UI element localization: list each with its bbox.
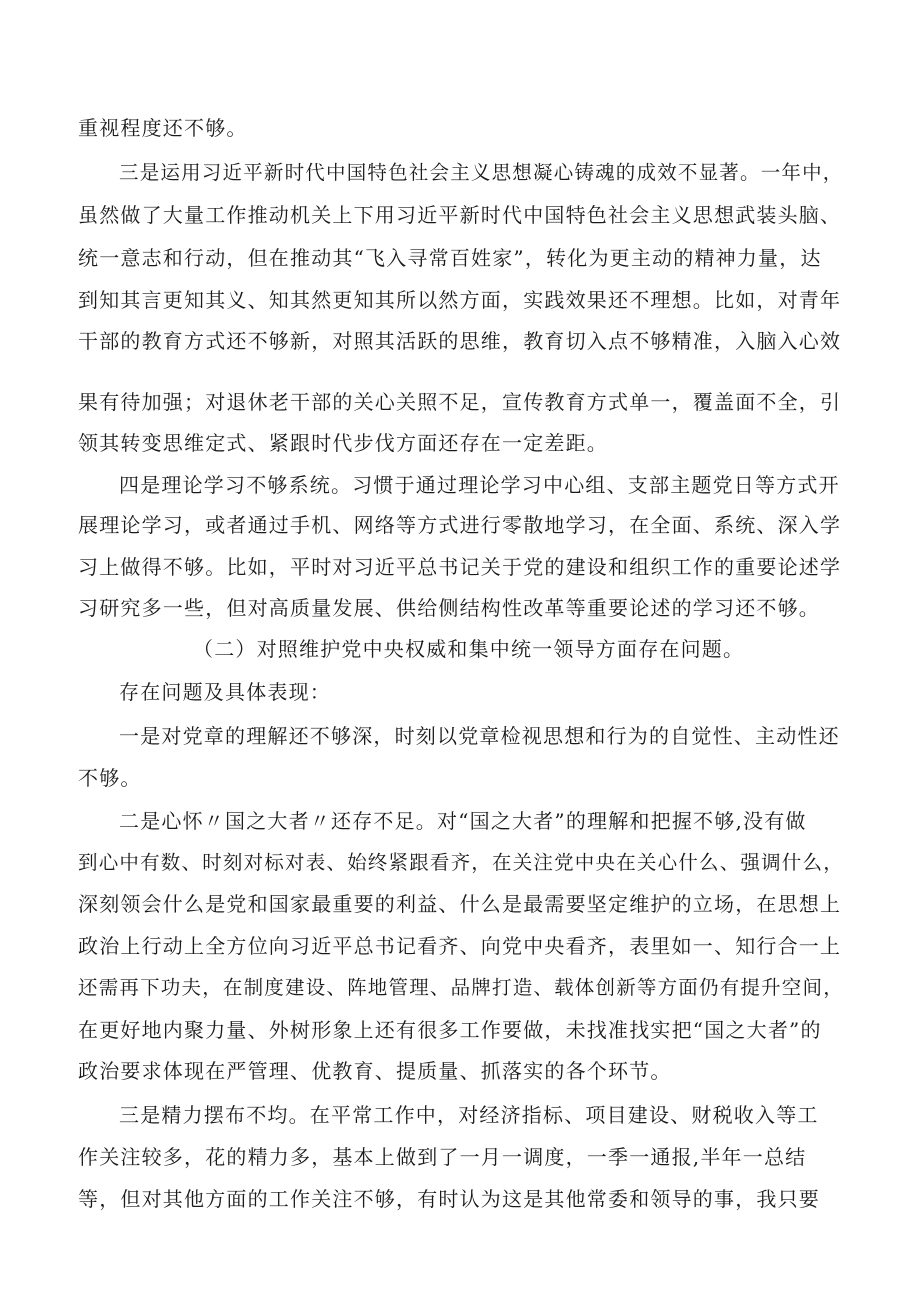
text-line: 存在问题及具体表现：: [119, 680, 331, 704]
text-line: 到知其言更知其义、知其然更知其所以然方面，实践效果还不理想。比如，对青年: [78, 288, 842, 312]
text-line: 政治上行动上全方位向习近平总书记看齐、向党中央看齐，表里如一、知行合一上: [78, 934, 842, 958]
section-heading: （二）对照维护党中央权威和集中统一领导方面存在问题。: [193, 637, 745, 661]
text-line: 在更好地内聚力量、外树形象上还有很多工作要做，未找准找实把“国之大者”的: [78, 1018, 822, 1042]
text-line: 果有待加强；对退休老干部的关心关照不足，宣传教育方式单一，覆盖面不全，引: [78, 390, 842, 414]
text-line: 三是精力摆布不均。在平常工作中，对经济指标、项目建设、财税收入等工: [119, 1103, 819, 1127]
text-line: 还需再下功夫，在制度建设、阵地管理、品牌打造、载体创新等方面仍有提升空间，: [78, 976, 844, 999]
text-line: 领其转变思维定式、紧跟时代步伐方面还存在一定差距。: [78, 431, 608, 455]
text-line: 三是运用习近平新时代中国特色社会主义思想凝心铸魂的成效不显著。一年中，: [119, 161, 844, 184]
text-line: 二是心怀〃国之大者〃还存不足。对“国之大者”的理解和把握不够,没有做: [119, 809, 807, 833]
text-line: 等，但对其他方面的工作关注不够，有时认为这是其他常委和领导的事，我只要: [78, 1187, 820, 1211]
text-line: 重视程度还不够。: [78, 116, 248, 140]
text-line: 习研究多一些，但对高质量发展、供给侧结构性改革等重要论述的学习还不够。: [78, 596, 820, 620]
text-line: 不够。: [78, 766, 142, 790]
text-line: 到心中有数、时刻对标对表、始终紧跟看齐，在关注党中央在关心什么、强调什么，: [78, 851, 844, 874]
text-line: 虽然做了大量工作推动机关上下用习近平新时代中国特色社会主义思想武装头脑、: [78, 203, 842, 227]
text-line: 习上做得不够。比如，平时对习近平总书记关于党的建设和组织工作的重要论述学: [78, 555, 842, 579]
text-line: 政治要求体现在严管理、优教育、提质量、抓落实的各个环节。: [78, 1059, 672, 1083]
text-line: 深刻领会什么是党和国家最重要的利益、什么是最需要坚定维护的立场，在思想上: [78, 892, 842, 916]
text-line: 作关注较多，花的精力多，基本上做到了一月一调度，一季一通报,半年一总结: [78, 1145, 807, 1169]
text-line: 一是对党章的理解还不够深，时刻以党章检视思想和行为的自觉性、主动性还: [119, 724, 840, 748]
text-line: 干部的教育方式还不够新，对照其活跃的思维，教育切入点不够精准，入脑入心效: [78, 329, 842, 353]
text-line: 展理论学习，或者通过手机、网络等方式进行零散地学习，在全面、系统、深入学: [78, 513, 842, 537]
text-line: 四是理论学习不够系统。习惯于通过理论学习中心组、支部主题党日等方式开: [119, 473, 840, 497]
text-line: 统一意志和行动，但在推动其“飞入寻常百姓家”，转化为更主动的精神力量，达: [78, 246, 822, 270]
